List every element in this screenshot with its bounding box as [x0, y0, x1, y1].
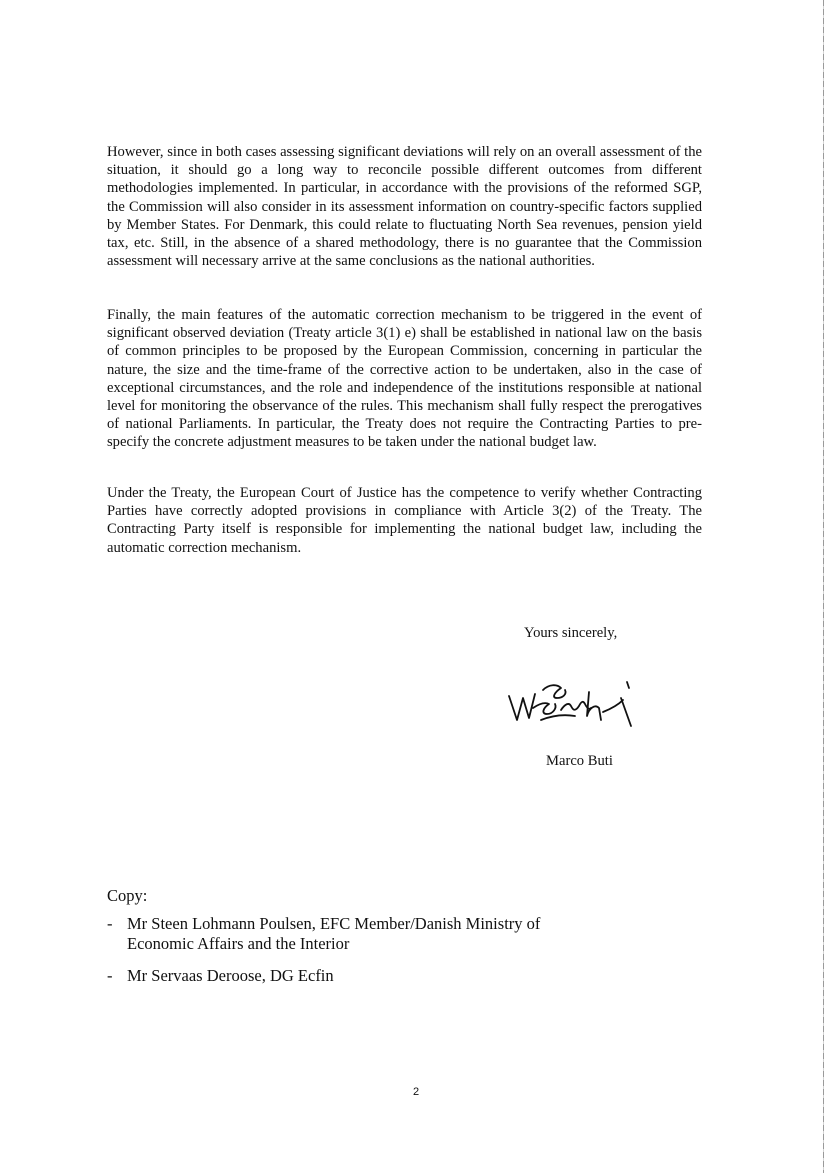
body-paragraph: Under the Treaty, the European Court of Justice has the competence to verify whether Contracting Parties have correctly adopted provisions in compliance with Article 3(2) of the Treaty. The Contracting Party itself is responsible for implementing the national budget law, including the automatic correction mechanism.: [107, 485, 702, 556]
body-paragraph: Finally, the main features of the automatic correction mechanism to be triggered in the event of significant observed deviation (Treaty article 3(1) e) shall be established in national law on the basis of common principles to be proposed by the European Commission, concerning in particular the nature, the size and the time-frame of the corrective action to be undertaken, also in the case of exceptional circumstances, and the role and independence of the institutions responsible at national level for monitoring the observance of the rules. This mechanism shall fully respect the prerogatives of national Parliaments. In particular, the Treaty does not require the Contracting Parties to pre-specify the concrete adjustment measures to be taken under the national budget law.: [107, 307, 702, 451]
page-number: 2: [412, 1086, 420, 1098]
recipient-name: Mr Steen Lohmann Poulsen, EFC Member/Danish Ministry of Economic Affairs and the Interior: [127, 914, 541, 953]
signer-name: Marco Buti: [546, 753, 613, 769]
handwritten-signature: [505, 668, 635, 738]
body-paragraph: However, since in both cases assessing significant deviations will rely on an overall assessment of the situation, it should go a long way to reconcile possible different outcomes from different methodologies implemented. In particular, in accordance with the provisions of the reformed SGP, the Commission will also consider in its assessment information on country-specific factors supplied by Member States. For Denmark, this could relate to fluctuating North Sea revenues, pension yield tax, etc. Still, in the absence of a shared methodology, there is no guarantee that the Commission assessment will necessary arrive at the same conclusions as the national authorities.: [107, 144, 702, 270]
list-item: [107, 966, 567, 986]
list-bullet: -: [107, 966, 113, 985]
page-edge: [823, 0, 824, 1173]
copy-heading: Copy:: [107, 886, 148, 905]
list-item: [107, 914, 567, 954]
recipient-name: Mr Servaas Deroose, DG Ecfin: [127, 966, 334, 985]
copy-recipient-list: [107, 914, 567, 998]
closing-salutation: Yours sincerely,: [524, 625, 618, 641]
list-bullet: -: [107, 914, 113, 933]
